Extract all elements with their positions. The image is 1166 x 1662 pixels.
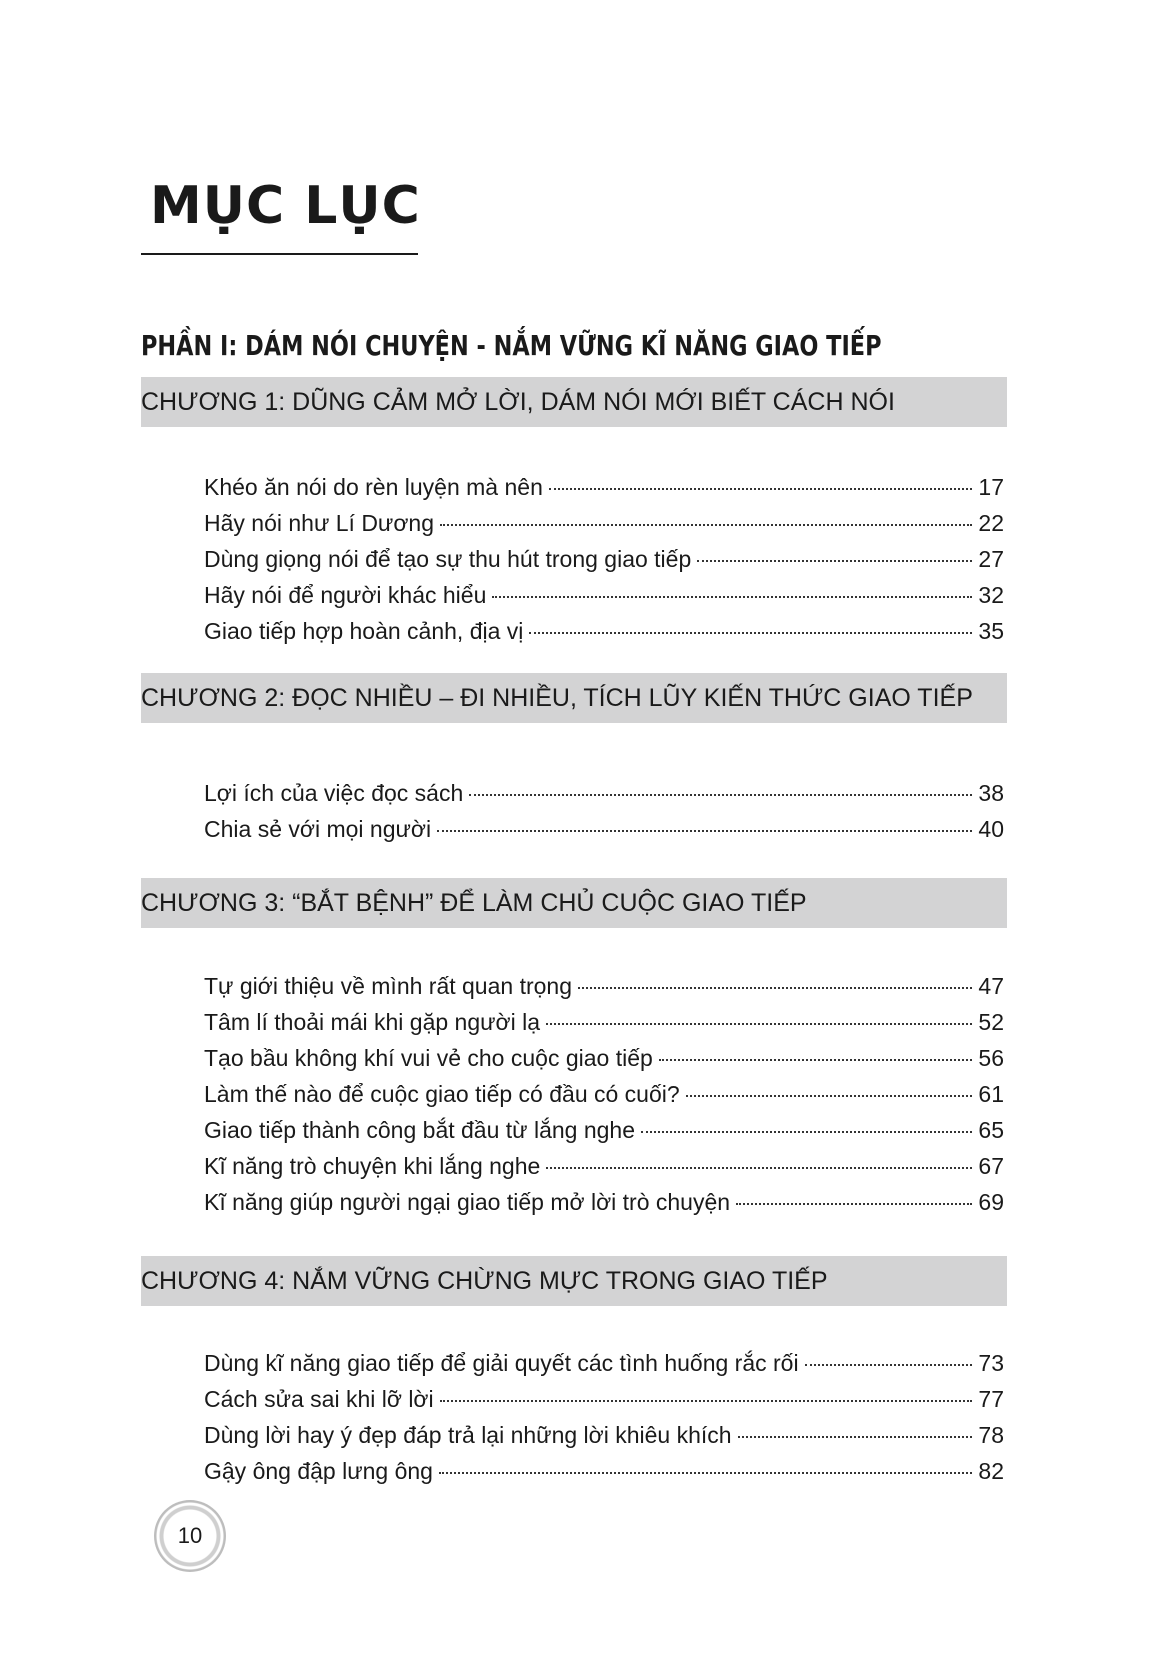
toc-entry-title: Tạo bầu không khí vui vẻ cho cuộc giao tiếp [204, 1045, 653, 1071]
chapter-entries [204, 1350, 1004, 1494]
toc-entry[interactable] [204, 1189, 1004, 1225]
toc-entry[interactable] [204, 546, 1004, 582]
dot-leader [697, 560, 972, 562]
toc-entry[interactable] [204, 618, 1004, 654]
toc-entry-title: Lợi ích của việc đọc sách [204, 780, 464, 806]
chapter-heading [141, 878, 1007, 928]
toc-entry-page: 56 [978, 1045, 1004, 1071]
toc-entry-page: 38 [978, 780, 1004, 806]
toc-entry[interactable] [204, 1458, 1004, 1494]
toc-entry-page: 35 [978, 618, 1004, 644]
toc-entry-title: Giao tiếp thành công bắt đầu từ lắng nghe [204, 1117, 636, 1143]
toc-entry-page: 73 [978, 1350, 1004, 1376]
toc-entry-title: Hãy nói để người khác hiểu [204, 582, 487, 608]
part-title: PHẦN I: DÁM NÓI CHUYỆN - NẮM VỮNG KĨ NĂNG GIAO TIẾP [141, 329, 882, 362]
page-number: 10 [177, 1523, 203, 1548]
toc-entry-page: 65 [978, 1117, 1004, 1143]
toc-entry[interactable] [204, 816, 1004, 852]
toc-entry[interactable] [204, 474, 1004, 510]
toc-entry-page: 27 [978, 546, 1004, 572]
toc-entry-title: Tự giới thiệu về mình rất quan trọng [204, 973, 572, 999]
dot-leader [440, 524, 972, 526]
chapter-entries [204, 780, 1004, 852]
dot-leader [469, 794, 972, 796]
toc-entry-page: 22 [978, 510, 1004, 536]
dot-leader [686, 1095, 973, 1097]
toc-entry[interactable] [204, 1422, 1004, 1458]
toc-entry-title: Dùng giọng nói để tạo sự thu hút trong giao tiếp [204, 546, 692, 572]
chapter-heading [141, 673, 1007, 723]
toc-entry[interactable] [204, 1045, 1004, 1081]
toc-entry-title: Giao tiếp hợp hoàn cảnh, địa vị [204, 618, 524, 644]
toc-entry-page: 47 [978, 973, 1004, 999]
toc-entry-page: 78 [978, 1422, 1004, 1448]
dot-leader [659, 1059, 973, 1061]
toc-entry[interactable] [204, 1350, 1004, 1386]
toc-entry[interactable] [204, 510, 1004, 546]
chapter-label: CHƯƠNG 3: “BẮT BỆNH” ĐỂ LÀM CHỦ CUỘC GIAO TIẾP [141, 888, 807, 917]
title-underline [141, 253, 418, 255]
dot-leader [529, 632, 972, 634]
toc-entry-page: 82 [978, 1458, 1004, 1484]
chapter-label: CHƯƠNG 2: ĐỌC NHIỀU – ĐI NHIỀU, TÍCH LŨY KIẾN THỨC GIAO TIẾP [141, 683, 973, 712]
toc-entry-title: Tâm lí thoải mái khi gặp người lạ [204, 1009, 541, 1035]
toc-entry[interactable] [204, 1153, 1004, 1189]
toc-entry-page: 77 [978, 1386, 1004, 1412]
chapter-heading [141, 1256, 1007, 1306]
dot-leader [805, 1364, 973, 1366]
toc-entry-title: Dùng lời hay ý đẹp đáp trả lại những lời khiêu khích [204, 1422, 732, 1448]
chapter-entries [204, 474, 1004, 654]
toc-entry-page: 32 [978, 582, 1004, 608]
dot-leader [578, 987, 972, 989]
toc-entry-title: Kĩ năng trò chuyện khi lắng nghe [204, 1153, 541, 1179]
toc-entry-title: Hãy nói như Lí Dương [204, 510, 434, 536]
toc-entry[interactable] [204, 780, 1004, 816]
toc-entry-title: Kĩ năng giúp người ngại giao tiếp mở lời trò chuyện [204, 1189, 731, 1215]
toc-entry-title: Cách sửa sai khi lỡ lời [204, 1386, 434, 1412]
dot-leader [736, 1203, 972, 1205]
toc-entry[interactable] [204, 1386, 1004, 1422]
toc-entry-title: Dùng kĩ năng giao tiếp để giải quyết các tình huống rắc rối [204, 1350, 799, 1376]
dot-leader [439, 1472, 972, 1474]
chapter-label: CHƯƠNG 4: NẮM VỮNG CHỪNG MỰC TRONG GIAO TIẾP [141, 1266, 828, 1295]
toc-entry-title: Chia sẻ với mọi người [204, 816, 432, 842]
chapter-heading [141, 377, 1007, 427]
dot-leader [440, 1400, 973, 1402]
toc-entry-page: 52 [978, 1009, 1004, 1035]
toc-entry-title: Gậy ông đập lưng ông [204, 1458, 433, 1484]
toc-entry-page: 69 [978, 1189, 1004, 1215]
dot-leader [641, 1131, 972, 1133]
dot-leader [549, 488, 973, 490]
toc-entry[interactable] [204, 1081, 1004, 1117]
toc-entry-title: Làm thế nào để cuộc giao tiếp có đầu có cuối? [204, 1081, 680, 1107]
dot-leader [738, 1436, 973, 1438]
page-number-badge [154, 1500, 226, 1572]
toc-entry[interactable] [204, 973, 1004, 1009]
toc-entry[interactable] [204, 1009, 1004, 1045]
toc-entry-page: 67 [978, 1153, 1004, 1179]
toc-entry-title: Khéo ăn nói do rèn luyện mà nên [204, 474, 543, 500]
chapter-label: CHƯƠNG 1: DŨNG CẢM MỞ LỜI, DÁM NÓI MỚI BIẾT CÁCH NÓI [141, 387, 895, 416]
toc-entry-page: 17 [978, 474, 1004, 500]
toc-entry-page: 40 [978, 816, 1004, 842]
toc-entry-page: 61 [978, 1081, 1004, 1107]
chapter-entries [204, 973, 1004, 1225]
page-title: MỤC LỤC [150, 176, 421, 236]
toc-entry[interactable] [204, 1117, 1004, 1153]
toc-entry[interactable] [204, 582, 1004, 618]
dot-leader [492, 596, 972, 598]
dot-leader [546, 1023, 972, 1025]
dot-leader [437, 830, 972, 832]
dot-leader [546, 1167, 972, 1169]
